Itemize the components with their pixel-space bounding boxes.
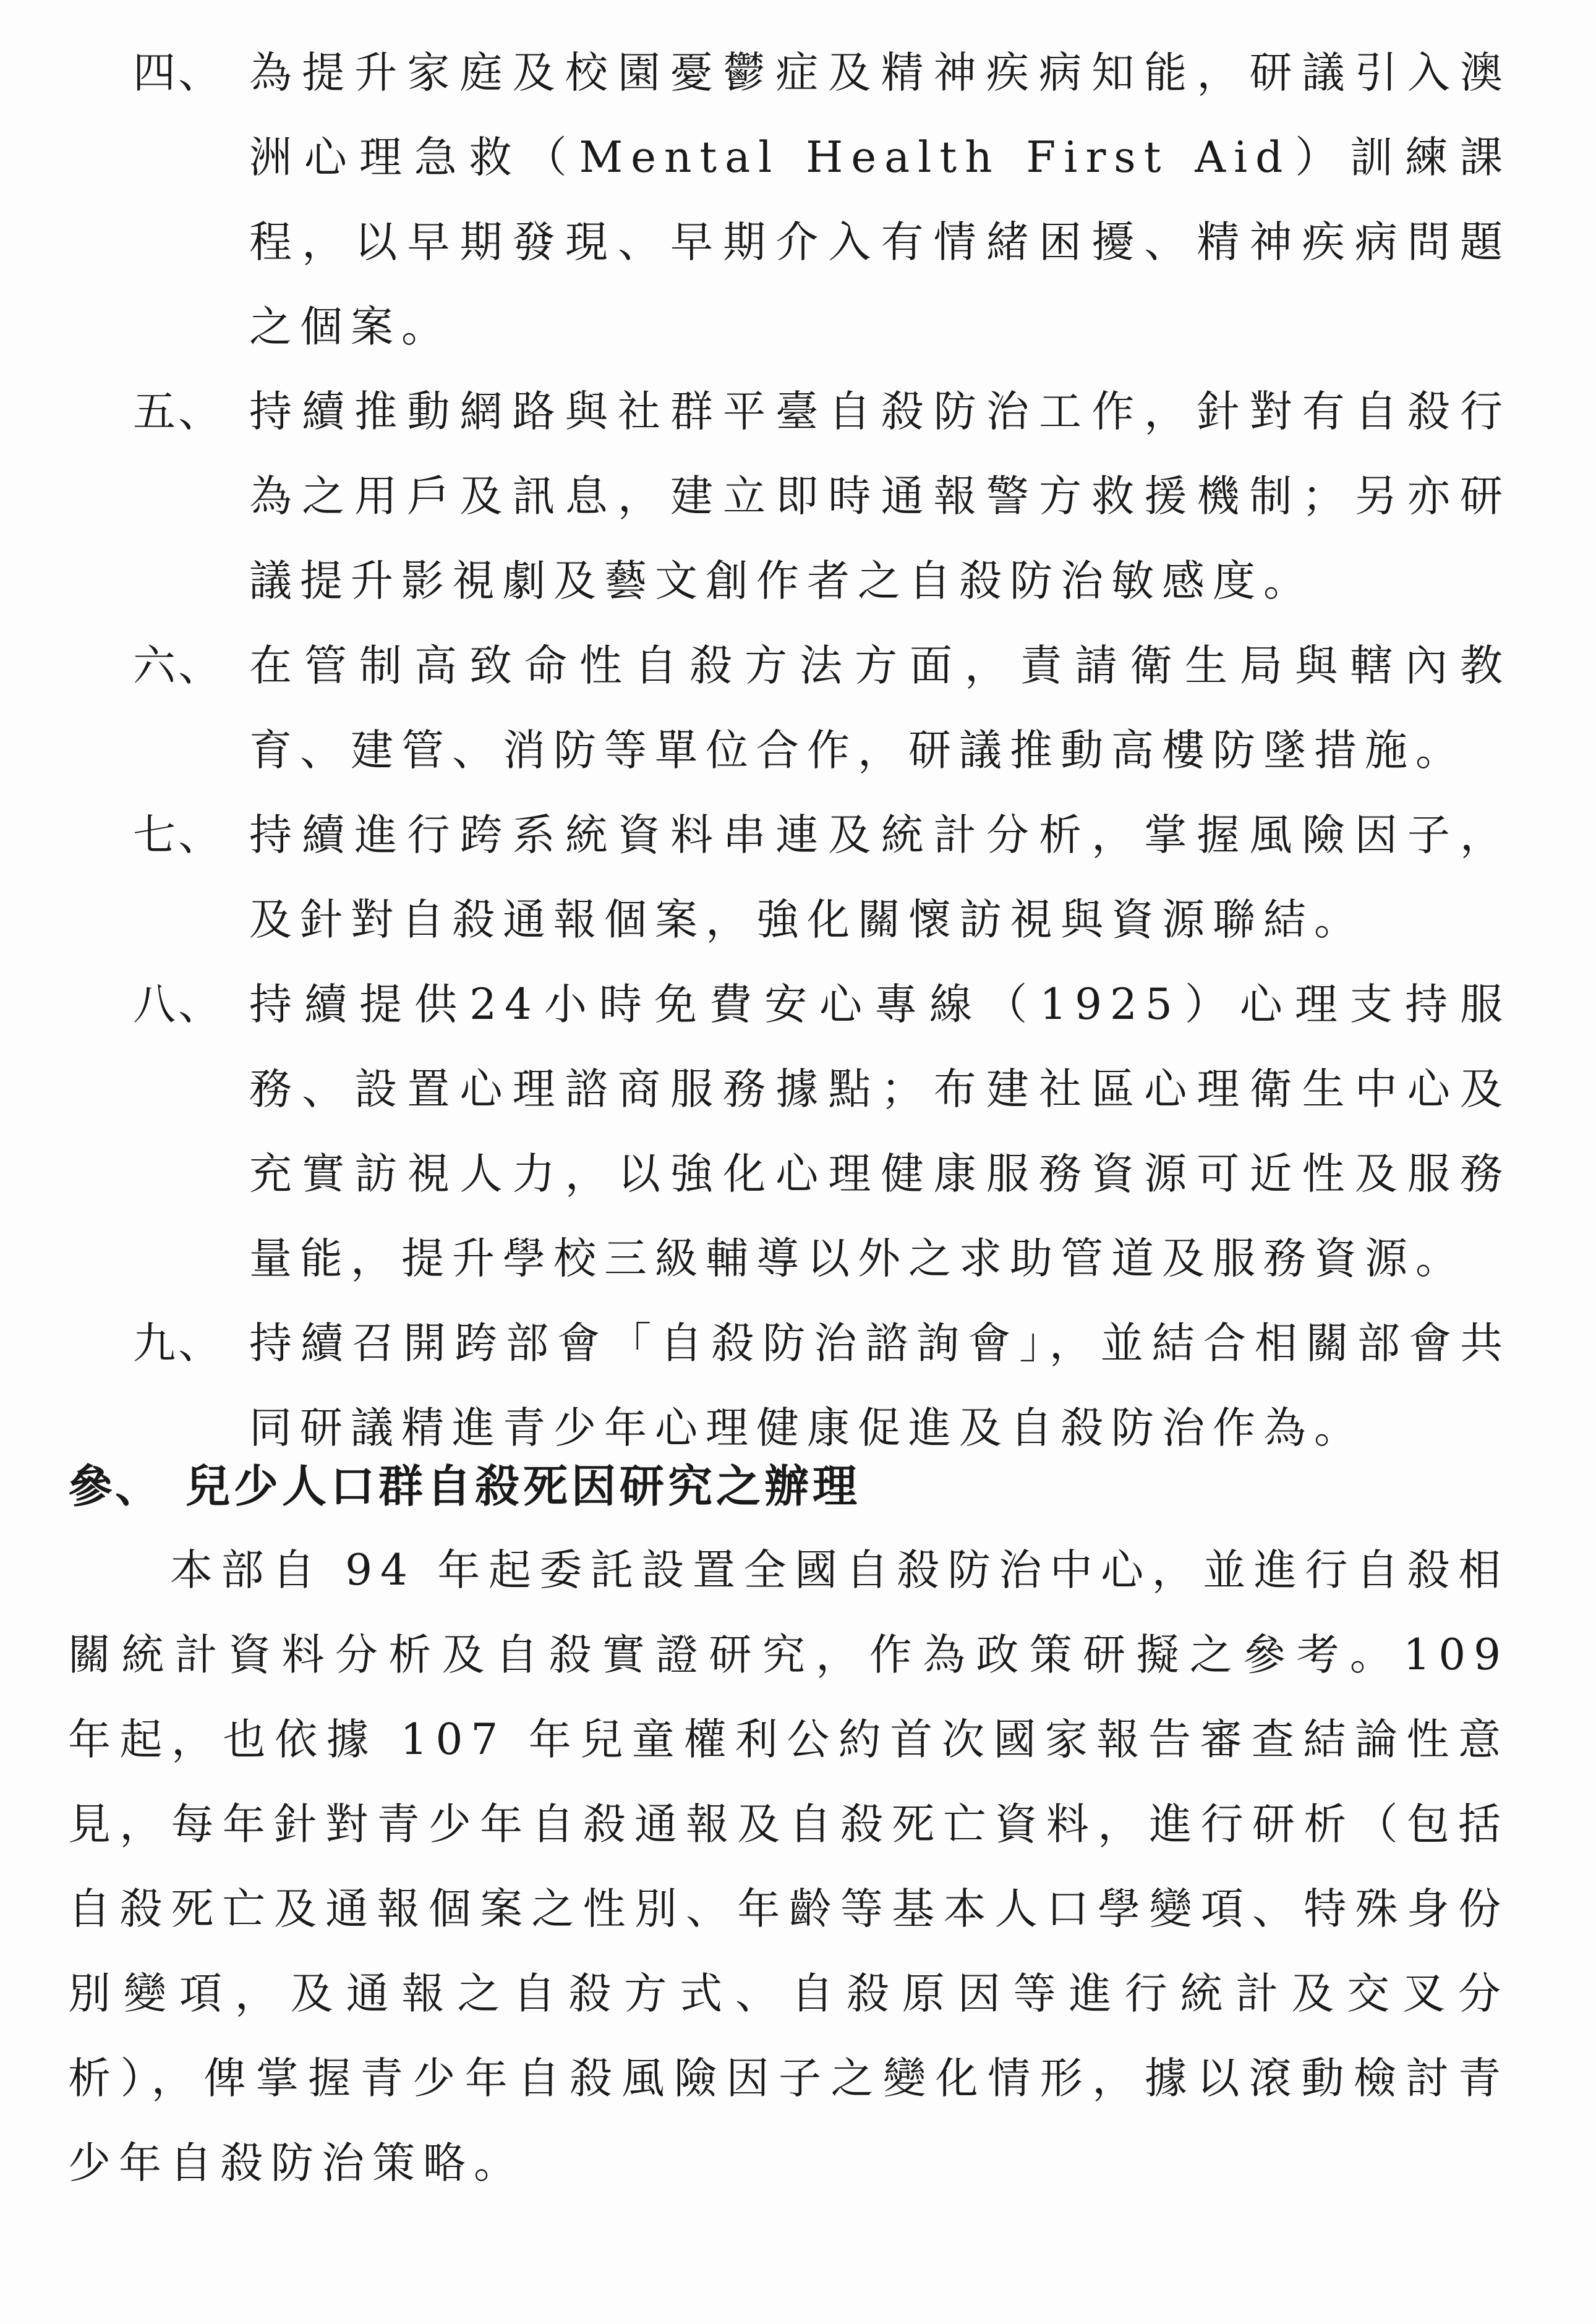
list-item [133, 624, 1524, 793]
numbered-list [133, 31, 1524, 1471]
list-item-number: 七、 [133, 811, 223, 860]
list-item-number: 五、 [133, 387, 223, 436]
section-3 [68, 1444, 1509, 2206]
list-item [133, 31, 1524, 370]
list-item [133, 370, 1524, 624]
list-item-number: 六、 [133, 641, 223, 691]
section-heading [68, 1444, 1509, 1528]
list-item-text: 為提升家庭及校園憂鬱症及精神疾病知能，研議引入澳洲心理急救（Mental Health First Aid）訓練課程，以早期發現、早期介入有情緒困擾、精神疾病問題之個案。 [249, 48, 1511, 352]
section-paragraph: 本部自 94 年起委託設置全國自殺防治中心，並進行自殺相關統計資料分析及自殺實證研究，作為政策研擬之參考。109 年起，也依據 107 年兒童權利公約首次國家報告審查結論性意見，每年針對青少年自殺通報及自殺死亡資料，進行研析（包括自殺死亡及通報個案之性別、年齡等基本人口學變項、特殊身份別變項，及通報之自殺方式、自殺原因等進行統計及交叉分析），俾掌握青少年自殺風險因子之變化情形，據以滾動檢討青少年自殺防治策略。 [68, 1546, 1509, 2188]
list-item-text: 在管制高致命性自殺方法方面，責請衛生局與轄內教育、建管、消防等單位合作，研議推動高樓防墜措施。 [249, 641, 1511, 775]
list-item-text: 持續推動網路與社群平臺自殺防治工作，針對有自殺行為之用戶及訊息，建立即時通報警方救援機制；另亦研議提升影視劇及藝文創作者之自殺防治敏感度。 [249, 387, 1511, 606]
list-item-number: 九、 [133, 1319, 223, 1368]
list-item-number: 八、 [133, 980, 223, 1029]
list-item [133, 963, 1524, 1301]
section-title: 兒少人口群自殺死因研究之辦理 [186, 1460, 861, 1512]
section-number: 參、 [68, 1460, 163, 1512]
list-item [133, 793, 1524, 963]
list-item-text: 持續召開跨部會「自殺防治諮詢會」，並結合相關部會共同研議精進青少年心理健康促進及自殺防治作為。 [249, 1319, 1511, 1453]
list-item-number: 四、 [133, 48, 223, 98]
list-item-text: 持續提供24小時免費安心專線（1925）心理支持服務、設置心理諮商服務據點；布建社區心理衛生中心及充實訪視人力，以強化心理健康服務資源可近性及服務量能，提升學校三級輔導以外之求助管道及服務資源。 [249, 980, 1511, 1283]
list-item-text: 持續進行跨系統資料串連及統計分析，掌握風險因子，及針對自殺通報個案，強化關懷訪視與資源聯結。 [249, 811, 1511, 945]
